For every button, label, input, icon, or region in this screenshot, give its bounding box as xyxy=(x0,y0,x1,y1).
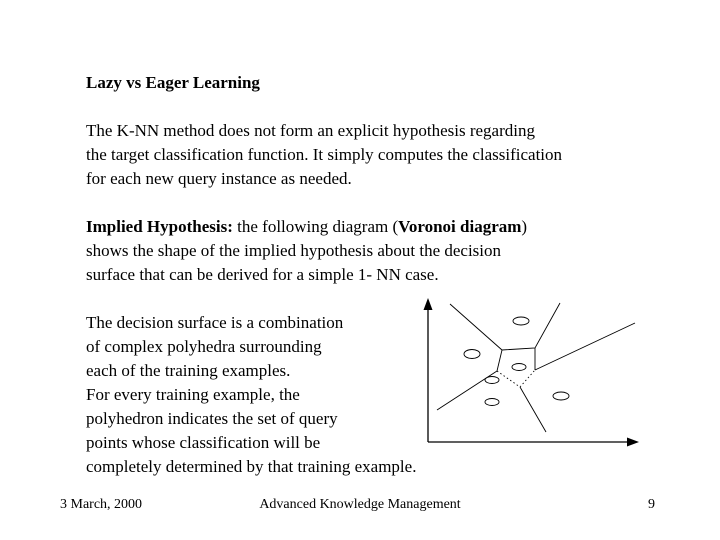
voronoi-dotted-edge xyxy=(520,370,535,387)
training-example-point xyxy=(485,377,499,384)
training-example-point xyxy=(513,317,529,325)
y-axis-arrowhead xyxy=(424,298,433,310)
training-example-point xyxy=(464,350,480,359)
paragraph3-line: of complex polyhedra surrounding xyxy=(86,337,322,356)
paragraph2-line: shows the shape of the implied hypothesis about the decision xyxy=(86,241,502,260)
paragraph1-line: for each new query instance as needed. xyxy=(86,169,352,188)
paragraph1-line: the target classification function. It simply computes the classification xyxy=(86,145,563,164)
kNN-description-paragraph xyxy=(86,119,562,191)
voronoi-edge xyxy=(450,303,560,350)
paragraph3-line: each of the training examples. xyxy=(86,361,291,380)
voronoi-dotted-edges xyxy=(497,370,535,387)
voronoi-axes xyxy=(424,298,640,447)
voronoi-edge xyxy=(535,323,635,370)
implied-hypothesis-label: Implied Hypothesis: xyxy=(86,217,233,236)
voronoi-diagram xyxy=(418,296,644,450)
paragraph2-text: the following diagram ( xyxy=(232,217,399,236)
voronoi-edges xyxy=(437,303,635,432)
paragraph3-line: For every training example, the xyxy=(86,385,300,404)
voronoi-term: Voronoi diagram xyxy=(398,217,522,236)
paragraph3-line: points whose classification will be xyxy=(86,433,321,452)
voronoi-edge xyxy=(497,350,502,371)
x-axis-arrowhead xyxy=(627,438,639,447)
training-example-point xyxy=(512,364,526,371)
paragraph3-line: The decision surface is a combination xyxy=(86,313,344,332)
paragraph2-line: surface that can be derived for a simple 1- NN case. xyxy=(86,265,439,284)
paragraph2-line xyxy=(86,215,527,239)
slide-title xyxy=(86,71,260,95)
training-example-point xyxy=(485,399,499,406)
footer-title: Advanced Knowledge Management xyxy=(259,497,461,512)
footer-page-number: 9 xyxy=(648,497,655,512)
paragraph2-close: ) xyxy=(521,217,528,236)
voronoi-edge xyxy=(520,387,546,432)
paragraph3-line: polyhedron indicates the set of query xyxy=(86,409,338,428)
voronoi-dotted-edge xyxy=(497,371,520,387)
footer-date: 3 March, 2000 xyxy=(60,497,143,512)
paragraph3-line: completely determined by that training example. xyxy=(86,457,417,476)
decision-surface-paragraph xyxy=(86,311,416,479)
implied-hypothesis-paragraph xyxy=(86,215,527,287)
paragraph1-line: The K-NN method does not form an explicit hypothesis regarding xyxy=(86,121,535,140)
training-example-point xyxy=(553,392,569,400)
slide-title-text: Lazy vs Eager Learning xyxy=(86,73,260,92)
